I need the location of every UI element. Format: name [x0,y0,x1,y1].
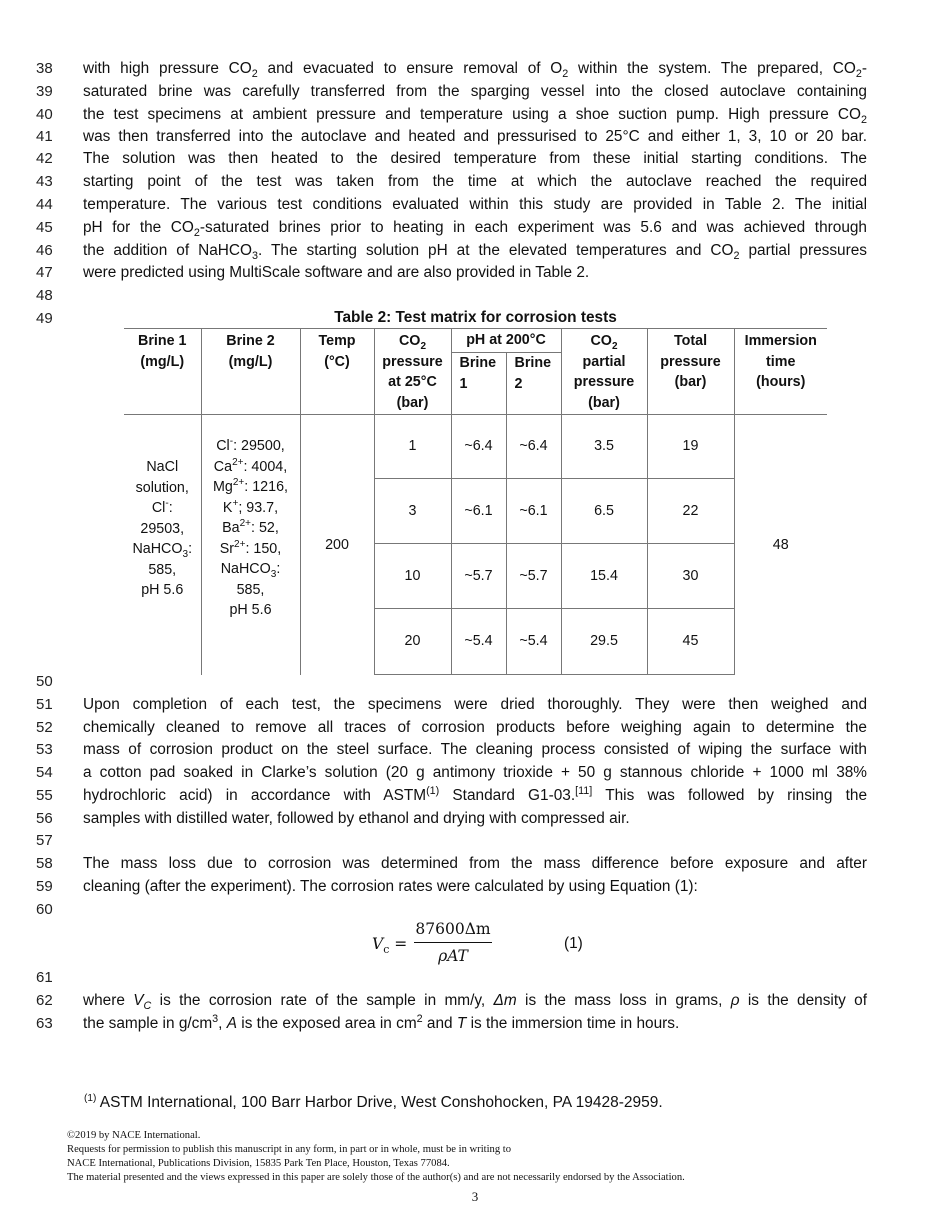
equation-numerator: 87600Δm [415,920,491,938]
line-number: 52 [36,719,53,736]
cell-co2-pressure: 1 [374,415,451,479]
cell-co2-pressure: 3 [374,479,451,544]
cell-ph-brine1: ~6.4 [451,415,506,479]
cell-ph-brine2: ~6.4 [506,415,561,479]
line-number: 38 [36,60,53,77]
line-number: 44 [36,196,53,213]
line-number: 60 [36,901,53,918]
cell-total-pressure: 45 [647,609,734,675]
text-line: a cotton pad soaked in Clarke’s solution (20 g antimony trioxide + 50 g stannous chloride + 1000 ml 38% [83,764,867,781]
line-number: 63 [36,1015,53,1032]
equation-lhs: $V_c$ = [372,935,408,957]
text-line: saturated brine was carefully transferred from the sparging vessel into the closed autoclave containing [83,83,867,100]
line-number: 58 [36,855,53,872]
footnote: $^{(1)}$ ASTM International, 100 Barr Harbor Drive, West Conshohocken, PA 19428-2959. [84,1092,663,1111]
line-number: 47 [36,264,53,281]
cell-ph-brine2: ~5.4 [506,609,561,675]
line-number: 45 [36,219,53,236]
text-line: the test specimens at ambient pressure and temperature using a shoe suction pump. High pressure $CO_2$ [83,106,867,127]
line-number: 61 [36,969,53,986]
line-number: 62 [36,992,53,1009]
table-caption: Table 2: Test matrix for corrosion tests [334,309,617,326]
header-co2-pressure: $CO_2$ pressure at 25°C (bar) [374,329,451,415]
text-line: with high pressure $CO_2$ and evacuated to ensure removal of $O_2$ within the system. The prepared, $CO_2-$ [83,60,868,81]
line-number: 56 [36,810,53,827]
text-line: mass of corrosion product on the steel surface. The cleaning process consisted of wiping the surface with [83,741,867,758]
cell-ph-brine2: ~6.1 [506,479,561,544]
cell-ph-brine1: ~5.4 [451,609,506,675]
text-line: the addition of NaHCO$_3$. The starting solution pH at the elevated temperatures and $CO_2$ partial pressures [83,242,867,263]
brine2-composition: Cl-: 29500, $Ca^{2+}$: 4004, $Mg^{2+}$: 1216, K+; 93.7, $Ba^{2+}$: 52, $Sr^{2+}$: 150, NaHCO$_3$: 585, pH 5.6 [201,415,300,675]
cell-co2-partial: 15.4 [561,544,647,609]
line-number: 40 [36,106,53,123]
cell-total-pressure: 22 [647,479,734,544]
text-line: temperature. The various test conditions evaluated within this study are provided in Table 2. The initial [83,196,867,213]
line-number: 41 [36,128,53,145]
temp-value: 200 [300,415,374,675]
text-line: samples with distilled water, followed by ethanol and drying with compressed air. [83,810,630,827]
text-line: the sample in $g/cm^3$, A is the exposed area in $cm^2$ and T is the immersion time in hours. [83,1012,680,1032]
cell-ph-brine1: ~5.7 [451,544,506,609]
cell-total-pressure: 19 [647,415,734,479]
cell-co2-partial: 3.5 [561,415,647,479]
text-line: pH for the $CO_2$-saturated brines prior to heating in each experiment was 5.6 and was achieved through [83,219,867,240]
page-number: 3 [471,1189,479,1204]
header-ph: pH at 200°C [451,329,561,353]
header-total-pressure: Total pressure (bar) [647,329,734,415]
equation-denominator: ρAT [438,947,468,965]
text-line: starting point of the test was taken from the time at which the autoclave reached the required [83,173,867,190]
cell-ph-brine1: ~6.1 [451,479,506,544]
cell-co2-pressure: 20 [374,609,451,675]
line-number: 46 [36,242,53,259]
header-temp: Temp (°C) [300,329,374,415]
text-line: The solution was then heated to the desired temperature from these initial starting conditions. The [83,150,867,167]
header-ph-brine2: Brine 2 [506,353,561,415]
text-line: where $V_C$ is the corrosion rate of the sample in mm/y, Δm is the mass loss in grams, ρ is the density of [83,992,867,1013]
line-number: 43 [36,173,53,190]
text-line: The mass loss due to corrosion was determined from the mass difference before exposure and after [83,855,867,872]
test-matrix-table [124,328,827,675]
copyright-notice: ©2019 by NACE International. Requests for permission to publish this manuscript in any form, in part or in whole, must be in writing to NACE International, Publications Division, 15835 Park Ten Place, Houston, Texas 77084. The material presented and the views expressed in this paper are solely those of the author(s) and are not necessarily endorsed by the Association. [67,1130,685,1183]
cell-co2-partial: 6.5 [561,479,647,544]
header-immersion: Immersion time (hours) [734,329,827,415]
header-brine1: Brine 1 (mg/L) [124,329,201,415]
text-line: chemically cleaned to remove all traces of corrosion products before weighing again to determine the [83,719,867,736]
cell-co2-partial: 29.5 [561,609,647,675]
line-number: 59 [36,878,53,895]
line-number: 39 [36,83,53,100]
line-number: 55 [36,787,53,804]
cell-ph-brine2: ~5.7 [506,544,561,609]
line-number: 51 [36,696,53,713]
text-line: Upon completion of each test, the specimens were dried thoroughly. They were then weighed and [83,696,867,713]
line-number: 57 [36,832,53,849]
text-line: were predicted using MultiScale software and are also provided in Table 2. [83,264,590,281]
line-number: 50 [36,673,53,690]
text-line: cleaning (after the experiment). The corrosion rates were calculated by using Equation (1): [83,878,698,895]
line-number: 54 [36,764,53,781]
line-number: 53 [36,741,53,758]
brine1-composition: NaCl solution, Cl-: 29503, NaHCO$_3$: 585, pH 5.6 [124,415,201,675]
fraction-bar [414,942,492,943]
header-brine2: Brine 2 (mg/L) [201,329,300,415]
equation-number: (1) [564,935,583,952]
line-number: 42 [36,150,53,167]
header-ph-brine1: Brine 1 [451,353,506,415]
header-co2-partial: $CO_2$ partial pressure (bar) [561,329,647,415]
cell-co2-pressure: 10 [374,544,451,609]
line-number: 49 [36,310,53,327]
line-number: 48 [36,287,53,304]
text-line: was then transferred into the autoclave and heated and pressurised to 25°C and either 1, 3, 10 or 20 bar. [83,128,867,145]
cell-total-pressure: 30 [647,544,734,609]
immersion-value: 48 [734,415,827,675]
equation-fraction [414,918,492,967]
text-line: hydrochloric acid) in accordance with ASTM$^{(1)}$ Standard G1-03.[11] This was followed by rinsing the [83,784,868,804]
